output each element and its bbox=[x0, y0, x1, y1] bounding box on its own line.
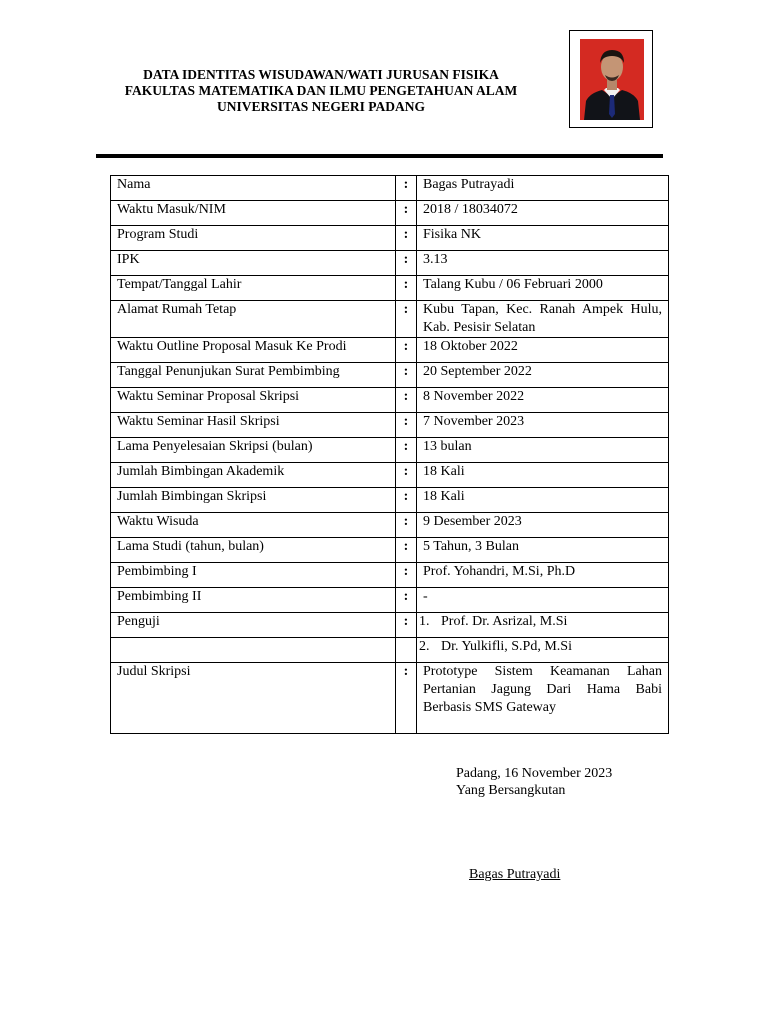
signature-role: Yang Bersangkutan bbox=[456, 783, 566, 798]
title-line-3: UNIVERSITAS NEGERI PADANG bbox=[216, 99, 426, 114]
photo-frame bbox=[569, 30, 653, 128]
examiner-name: Prof. Dr. Asrizal, M.Si bbox=[441, 614, 568, 629]
colon-empty bbox=[396, 638, 417, 663]
colon: : bbox=[396, 588, 417, 613]
table-row bbox=[111, 563, 669, 588]
row-value: 20 September 2022 bbox=[417, 363, 669, 388]
row-label: Waktu Masuk/NIM bbox=[111, 201, 396, 226]
row-label: Tempat/Tanggal Lahir bbox=[111, 276, 396, 301]
colon: : bbox=[396, 276, 417, 301]
row-label: Pembimbing I bbox=[111, 563, 396, 588]
row-label: Program Studi bbox=[111, 226, 396, 251]
colon: : bbox=[396, 201, 417, 226]
table-row bbox=[111, 413, 669, 438]
title-line-1: DATA IDENTITAS WISUDAWAN/WATI JURUSAN FISIKA bbox=[143, 67, 499, 82]
row-label-empty bbox=[111, 638, 396, 663]
row-value: 18 Kali bbox=[417, 463, 669, 488]
document-title bbox=[96, 67, 546, 115]
row-label: Pembimbing II bbox=[111, 588, 396, 613]
row-label: Penguji bbox=[111, 613, 396, 638]
row-label: Waktu Seminar Proposal Skripsi bbox=[111, 388, 396, 413]
table-row-judul bbox=[111, 663, 669, 734]
identity-table bbox=[110, 175, 669, 734]
row-label: Lama Studi (tahun, bulan) bbox=[111, 538, 396, 563]
colon: : bbox=[396, 663, 417, 734]
title-line-2: FAKULTAS MATEMATIKA DAN ILMU PENGETAHUAN ALAM bbox=[124, 83, 518, 98]
row-value: 13 bulan bbox=[417, 438, 669, 463]
row-label: Alamat Rumah Tetap bbox=[111, 301, 396, 338]
table-row bbox=[111, 588, 669, 613]
row-value: 18 Oktober 2022 bbox=[417, 338, 669, 363]
table-row bbox=[111, 201, 669, 226]
row-value bbox=[417, 613, 669, 638]
colon: : bbox=[396, 538, 417, 563]
row-value: 5 Tahun, 3 Bulan bbox=[417, 538, 669, 563]
row-value: 3.13 bbox=[417, 251, 669, 276]
signer-name: Bagas Putrayadi bbox=[469, 867, 561, 882]
list-number: 2. bbox=[419, 639, 430, 654]
row-label: Tanggal Penunjukan Surat Pembimbing bbox=[111, 363, 396, 388]
place-date: Padang, 16 November 2023 bbox=[456, 766, 613, 781]
list-number: 1. bbox=[419, 614, 430, 629]
row-label: IPK bbox=[111, 251, 396, 276]
table-row bbox=[111, 513, 669, 538]
table-row bbox=[111, 538, 669, 563]
row-value: Prototype Sistem Keamanan Lahan Pertanian Jagung Dari Hama Babi Berbasis SMS Gateway bbox=[417, 663, 669, 734]
row-label: Waktu Wisuda bbox=[111, 513, 396, 538]
row-label: Nama bbox=[111, 176, 396, 201]
header-divider bbox=[96, 154, 663, 158]
table-row bbox=[111, 301, 669, 338]
colon: : bbox=[396, 488, 417, 513]
colon: : bbox=[396, 438, 417, 463]
colon: : bbox=[396, 338, 417, 363]
row-label: Waktu Outline Proposal Masuk Ke Prodi bbox=[111, 338, 396, 363]
portrait-photo bbox=[580, 39, 644, 120]
table-row bbox=[111, 388, 669, 413]
colon: : bbox=[396, 251, 417, 276]
row-value bbox=[417, 638, 669, 663]
colon: : bbox=[396, 463, 417, 488]
row-value: Bagas Putrayadi bbox=[417, 176, 669, 201]
row-label: Lama Penyelesaian Skripsi (bulan) bbox=[111, 438, 396, 463]
row-value: - bbox=[417, 588, 669, 613]
row-value: Fisika NK bbox=[417, 226, 669, 251]
signature-block bbox=[456, 765, 612, 799]
colon: : bbox=[396, 388, 417, 413]
table-row bbox=[111, 438, 669, 463]
table-row bbox=[111, 463, 669, 488]
row-value: Talang Kubu / 06 Februari 2000 bbox=[417, 276, 669, 301]
row-value: Kubu Tapan, Kec. Ranah Ampek Hulu, Kab. Pesisir Selatan bbox=[417, 301, 669, 338]
table-row bbox=[111, 251, 669, 276]
row-label: Jumlah Bimbingan Skripsi bbox=[111, 488, 396, 513]
colon: : bbox=[396, 413, 417, 438]
colon: : bbox=[396, 563, 417, 588]
row-value: 9 Desember 2023 bbox=[417, 513, 669, 538]
table-row bbox=[111, 276, 669, 301]
row-value: 8 November 2022 bbox=[417, 388, 669, 413]
table-row bbox=[111, 488, 669, 513]
colon: : bbox=[396, 363, 417, 388]
colon: : bbox=[396, 176, 417, 201]
table-row bbox=[111, 226, 669, 251]
examiner-name: Dr. Yulkifli, S.Pd, M.Si bbox=[441, 639, 572, 654]
table-row bbox=[111, 176, 669, 201]
row-label: Jumlah Bimbingan Akademik bbox=[111, 463, 396, 488]
colon: : bbox=[396, 226, 417, 251]
colon: : bbox=[396, 301, 417, 338]
row-value: 18 Kali bbox=[417, 488, 669, 513]
table-row-penguji-2 bbox=[111, 638, 669, 663]
table-row bbox=[111, 363, 669, 388]
table-row bbox=[111, 338, 669, 363]
colon: : bbox=[396, 513, 417, 538]
row-value: 7 November 2023 bbox=[417, 413, 669, 438]
row-label: Waktu Seminar Hasil Skripsi bbox=[111, 413, 396, 438]
row-value: 2018 / 18034072 bbox=[417, 201, 669, 226]
table-row-penguji-1 bbox=[111, 613, 669, 638]
colon: : bbox=[396, 613, 417, 638]
portrait-figure-icon bbox=[580, 39, 644, 120]
row-value: Prof. Yohandri, M.Si, Ph.D bbox=[417, 563, 669, 588]
row-label: Judul Skripsi bbox=[111, 663, 396, 734]
